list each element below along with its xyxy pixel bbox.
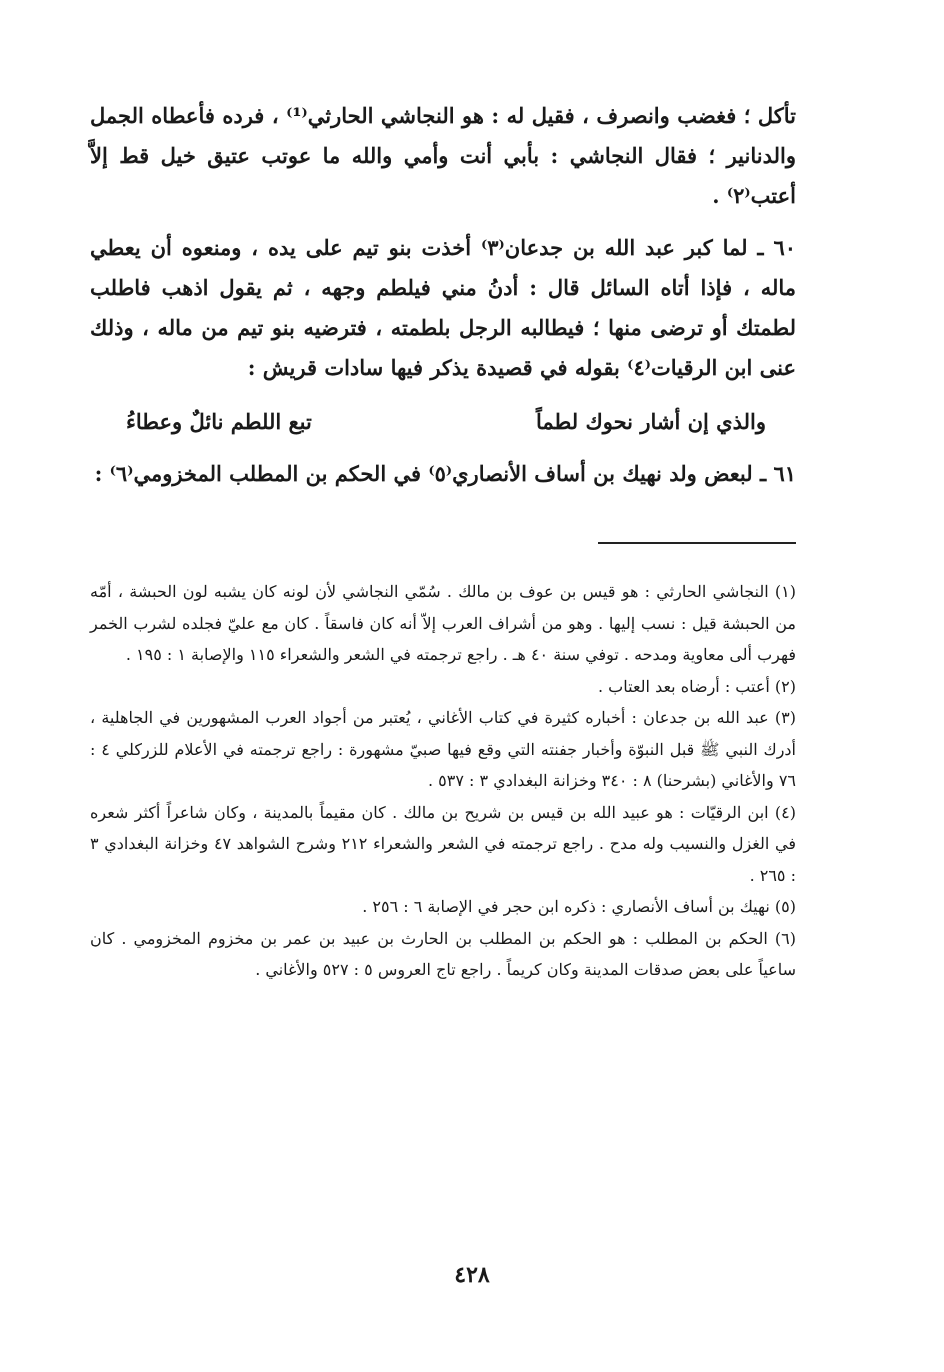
paragraph-61: ٦١ ـ لبعض ولد نهيك بن أساف الأنصاري⁽٥⁾ في الحكم بن المطلب المخزومي⁽٦⁾ :: [94, 461, 796, 486]
main-text: [90, 96, 796, 494]
verse-second-hemistich: تبع اللطم نائلٌ وعطاءُ: [126, 409, 312, 434]
verse-first-hemistich: والذي إن أشار نحوك لطماً: [535, 409, 766, 434]
footnote-5: (٥) نهيك بن أساف الأنصاري : ذكره ابن حجر في الإصابة ٦ : ٢٥٦ .: [362, 897, 796, 916]
footnote-separator: [598, 542, 796, 544]
paragraph-continuation: تأكل ؛ فغضب وانصرف ، فقيل له : هو النجاشي الحارثي⁽¹⁾ ، فرده فأعطاه الجمل والدنانير ؛ فقال النجاشي : بأبي أنت وأمي والله ما عوتب عتيق خيل قط إلاَّ أعتب⁽٢⁾ .: [90, 103, 797, 208]
footnote-3: (٣) عبد الله بن جدعان : أخباره كثيرة في كتاب الأغاني ، يُعتبر من أجواد العرب المشهورين في الجاهلية ، أدرك النبي ﷺ قبل النبوّة وأخبار جفنته التي وقع فيها صبيّ مشهورة : راجع ترجمته في الأعلام للزركلي ٤ : ٧٦ والأغاني (بشرحنا) ٨ : ٣٤٠ وخزانة البغدادي ٣ : ٥٣٧ .: [90, 708, 796, 790]
page-number: ٤٢٨: [454, 1262, 490, 1288]
page-content: [90, 96, 796, 986]
footnote-separator-wrap: [90, 506, 796, 558]
footnote-1: (١) النجاشي الحارثي : هو قيس بن عوف بن مالك . سُمّي النجاشي لأن لونه كان يشبه لون الحبشة ، أمّه من الحبشة قيل : نسب إليها . وهو من أشراف العرب إلاّ أنه كان فاسقاً . كان مع عليّ فجلده لشرب الخمر فهرب ألى معاوية ومدحه . توفي سنة ٤٠ هـ . راجع ترجمته في الشعر والشعراء ١١٥ والإصابة ١ : ١٩٥ .: [90, 582, 796, 664]
footnote-2: (٢) أعتب : أرضاه بعد العتاب .: [598, 676, 796, 696]
footnote-4: (٤) ابن الرقيّات : هو عبيد الله بن قيس بن شريح بن مالك . كان مقيماً بالمدينة ، وكان شاعراً أكثر شعره في الغزل والنسيب وله مدح . راجع ترجمته في الشعر والشعراء ٢١٢ وشرح الشواهد ٤٧ وخزانة البغدادي ٣ : ٢٦٥ .: [90, 802, 797, 885]
paragraph-60: ٦٠ ـ لما كبر عبد الله بن جدعان⁽٣⁾ أخذت بنو تيم على يده ، ومنعوه أن يعطي ماله ، فإذا أتاه السائل قال : أدنُ مني فيلطم وجهه ، ثم يقول اذهب فاطلب لطمتك أو ترضى منها ؛ فيطالبه الرجل بلطمته ، فترضيه بنو تيم من ماله ، وذلك عنى ابن الرقيات⁽٤⁾ بقوله في قصيدة يذكر فيها سادات قريش :: [90, 235, 797, 380]
footnotes: [90, 576, 796, 986]
poem-verse: [90, 400, 796, 444]
footnote-6: (٦) الحكم بن المطلب : هو الحكم بن المطلب بن الحارث بن عبيد بن عمر بن مخزوم المخزومي . كان ساعياً على بعض صدقات المدينة وكان كريماً . راجع تاج العروس ٥ : ٥٢٧ والأغاني .: [90, 928, 796, 979]
